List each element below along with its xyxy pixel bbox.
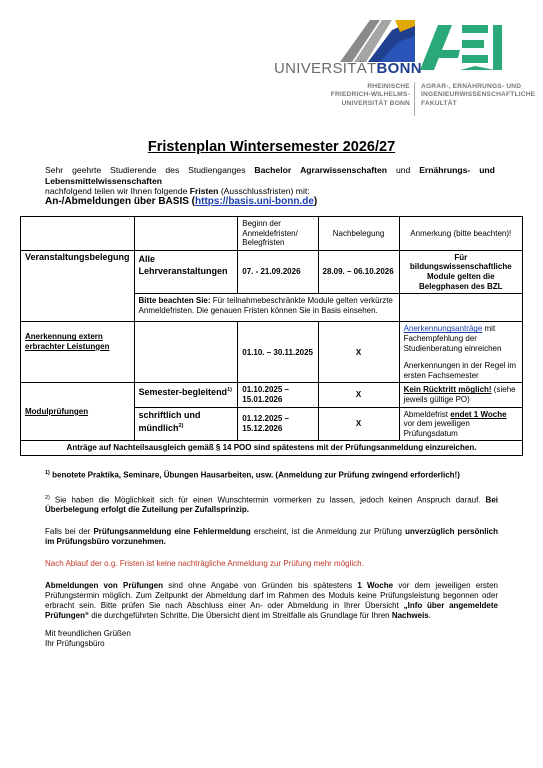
closing-greeting: Mit freundlichen Grüßen [45,629,131,639]
row-label-veranstaltung: Veranstaltungsbelegung [21,250,135,293]
no-late-registration-mark: X [318,383,399,407]
university-wordmark: UNIVERSITÄTBONN [274,60,422,77]
scope-schriftlich-muendlich: schriftlich und mündlich$^{2)}$ [134,407,238,441]
beginn-schriftlich-muendlich: 01.12.2025 – 15.12.2026 [238,407,318,441]
university-subtitle: RHEINISCHE FRIEDRICH-WILHELMS- UNIVERSITÄT BONN [330,83,410,107]
scope-all-courses: Alle Lehrveranstaltungen [134,250,238,293]
no-late-registration-mark: X [318,407,399,441]
page-title: Fristenplan Wintersemester 2026/27 [147,139,396,155]
scope-semesterbegleitend: Semester-begleitend$^{1)}$ [134,383,238,407]
table-row [21,441,523,456]
footnote-1: $^{1)}$ benotete Praktika, Seminare, Übungen Hausarbeiten, usw. (Anmeldung zur Prüfung zwingend erforderlich!) [45,470,460,480]
table-row [21,294,523,322]
beginn-veranstaltung: 07. - 21.09.2026 [238,250,318,293]
basis-link[interactable]: https://basis.uni-bonn.de [195,195,314,207]
nachbelegung-veranstaltung: 28.09. – 06.10.2026 [318,250,399,293]
note-semesterbegleitend: Kein Rücktritt möglich! (siehe jeweils gültige PO) [399,383,522,407]
deadlines-table [20,216,523,456]
header-anmerkung: Anmerkung (bitte beachten)! [399,217,522,251]
late-registration-notice: Nach Ablauf der o.g. Fristen ist keine nachträgliche Anmeldung zur Prüfung mehr möglich. [45,559,364,569]
note-schriftlich-muendlich: Abmeldefrist endet 1 Woche vor dem jeweiligen Prüfungsdatum [399,407,522,441]
beginn-semesterbegleitend: 01.10.2025 – 15.01.2026 [238,383,318,407]
nachteilsausgleich-notice: Anträge auf Nachteilsausgleich gemäß § 14 POO sind spätestens mit der Prüfungsanmeldung einzureichen. [21,441,523,456]
closing-signature: Ihr Prüfungsbüro [45,639,105,649]
table-row [21,383,523,407]
program-name: Lebensmittelwissenschaften [45,175,163,186]
row-label-anerkennung: Anerkennung extern erbrachter Leistungen [21,322,135,383]
faculty-subtitle: AGRAR-, ERNÄHRUNGS- UND INGENIEURWISSENSCHAFTLICHE FAKULTÄT [421,83,536,107]
error-notice: Falls bei der Prüfungsanmeldung eine Fehlermeldung erscheint, ist die Anmeldung zur Prüfung unverzüglich persönlich im Prüfungsbüro vorzunehmen. [45,527,499,547]
beginn-anerkennung: 01.10. – 30.11.2025 [238,322,318,383]
header-divider [414,82,415,116]
letterhead [0,0,543,125]
anerkennungsantraege-link[interactable]: Anerkennungsanträge [403,324,483,334]
footnotes [45,468,498,649]
note-veranstaltung: Für bildungswissenschaftliche Module gelten die Belegphasen des BZL [399,250,522,293]
intro-line-1: Sehr geehrte Studierende des Studienganges Bachelor Agrarwissenschaften und Ernährungs- und [45,165,495,175]
hint-veranstaltung: Bitte beachten Sie: Für teilnahmebeschränkte Module gelten verkürzte Anmeldefristen. Die genauen Fristen können Sie in Basis einsehen. [134,294,399,322]
intro-text: Sehr geehrte Studierende des Studienganges Bachelor Agrarwissenschaften und Ernährungs- und Lebensmittelwissenschaften nachfolgend teilen wir Ihnen folgende Fristen (Ausschlussfristen) mit: An-/Abmeldungen über BASIS (https://basis.uni-bonn.de) [45,165,495,207]
faculty-aei-logo-icon [420,20,520,70]
row-label-pruefungen: Modulprüfungen [21,383,135,441]
no-late-registration-mark: X [318,322,399,383]
table-row [21,322,523,383]
footnote-2: $^{2)}$ Sie haben die Möglichkeit sich für einen Wunschtermin vormerken zu lassen, jedoch keinen Anspruch darauf. Bei Überbelegung erfolgt die Zuteilung per Zufallsprinzip. [45,494,498,515]
withdrawal-notice: Abmeldungen von Prüfungen sind ohne Angabe von Gründen bis spätestens 1 Woche vor dem jeweiligen ersten Prüfungstermin möglich. Zum Zeitpunkt der Abmeldung darf im Rahmen des Moduls keine Prüfungsleistung begonnen oder erbracht sein. Bitte prüfen Sie nach Abschluss einer An- oder Abmeldung in Ihrer Übersicht „Info über angemeldete Prüfungen“ die durchgeführten Schritte. Die Übersicht dient im Streitfalle als Grundlage für Ihren Nachweis. [45,581,499,621]
university-bonn-logo-icon [340,20,415,62]
note-anerkennung: Anerkennungsanträge mit Fachempfehlung der Studienberatung einreichen Anerkennungen in der Regel im ersten Fachsemester [399,322,522,383]
header-beginn: Beginn der Anmeldefristen/ Belegfristen [238,217,318,251]
table-header-row [21,217,523,251]
table-row [21,250,523,293]
header-nachbelegung: Nachbelegung [318,217,399,251]
